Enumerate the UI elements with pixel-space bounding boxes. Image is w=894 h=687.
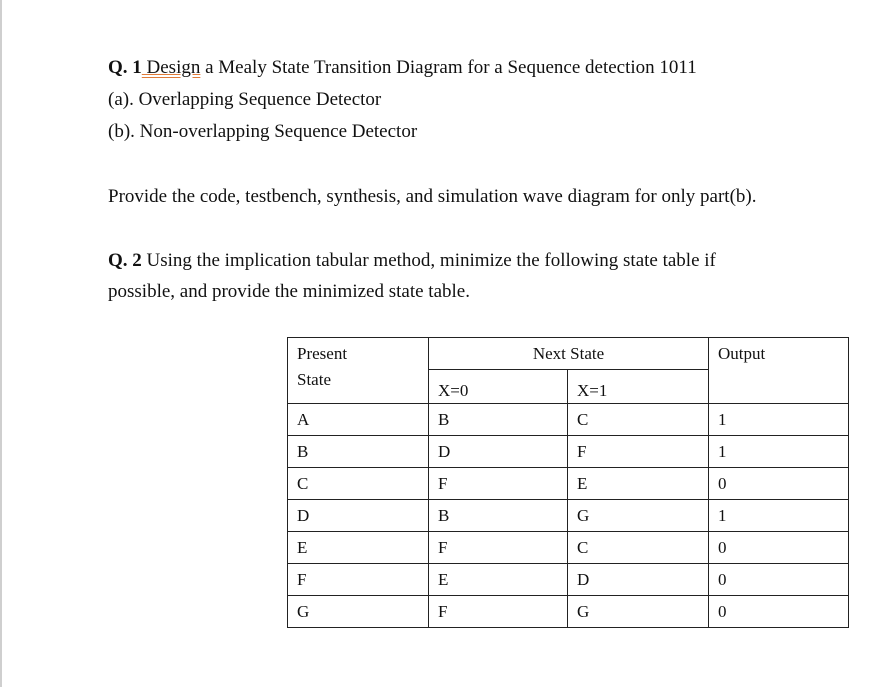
- table-row: [288, 500, 849, 532]
- cell-x1: D: [568, 564, 709, 596]
- cell-state: F: [288, 564, 429, 596]
- cell-out: 0: [709, 532, 849, 564]
- q1-title: a Mealy State Transition Diagram for a Sequence detection 1011: [200, 57, 697, 78]
- cell-out: 1: [709, 500, 849, 532]
- cell-x1: E: [568, 468, 709, 500]
- header-present-state: [288, 338, 429, 404]
- state-table: [287, 337, 849, 628]
- cell-x0: F: [429, 468, 568, 500]
- q1-part-b: (b). Non-overlapping Sequence Detector: [108, 121, 418, 142]
- table-row: [288, 596, 849, 628]
- cell-x0: F: [429, 532, 568, 564]
- table-row: [288, 468, 849, 500]
- cell-x1: G: [568, 500, 709, 532]
- cell-x1: F: [568, 436, 709, 468]
- cell-x1: C: [568, 532, 709, 564]
- header-state: State: [297, 370, 331, 389]
- cell-state: C: [288, 468, 429, 500]
- q1-label: Q. 1: [108, 57, 142, 78]
- header-output: Output: [709, 338, 849, 404]
- cell-state: D: [288, 500, 429, 532]
- page-edge: [0, 0, 2, 687]
- header-next-state: Next State: [429, 338, 709, 370]
- cell-x0: D: [429, 436, 568, 468]
- header-x1: X=1: [568, 370, 709, 404]
- q1-part-a: (a). Overlapping Sequence Detector: [108, 89, 382, 110]
- cell-out: 1: [709, 404, 849, 436]
- cell-x0: E: [429, 564, 568, 596]
- q1-design-word: Design: [141, 57, 201, 78]
- q2-heading: [108, 250, 716, 272]
- header-present: Present: [297, 344, 348, 363]
- cell-state: G: [288, 596, 429, 628]
- header-x0: X=0: [429, 370, 568, 404]
- cell-x0: F: [429, 596, 568, 628]
- q2-text-2: possible, and provide the minimized state table.: [108, 281, 470, 302]
- cell-state: E: [288, 532, 429, 564]
- table-row: [288, 404, 849, 436]
- cell-out: 0: [709, 564, 849, 596]
- cell-out: 1: [709, 436, 849, 468]
- table-row: [288, 532, 849, 564]
- q1-heading: [108, 57, 697, 79]
- cell-out: 0: [709, 468, 849, 500]
- cell-x1: C: [568, 404, 709, 436]
- cell-x1: G: [568, 596, 709, 628]
- q1-instruction: Provide the code, testbench, synthesis, and simulation wave diagram for only part(b).: [108, 186, 757, 207]
- table-row: [288, 436, 849, 468]
- cell-x0: B: [429, 500, 568, 532]
- table-row: [288, 564, 849, 596]
- cell-state: A: [288, 404, 429, 436]
- q2-text-1: Using the implication tabular method, minimize the following state table if: [141, 250, 716, 271]
- cell-out: 0: [709, 596, 849, 628]
- q2-label: Q. 2: [108, 250, 142, 271]
- cell-state: B: [288, 436, 429, 468]
- cell-x0: B: [429, 404, 568, 436]
